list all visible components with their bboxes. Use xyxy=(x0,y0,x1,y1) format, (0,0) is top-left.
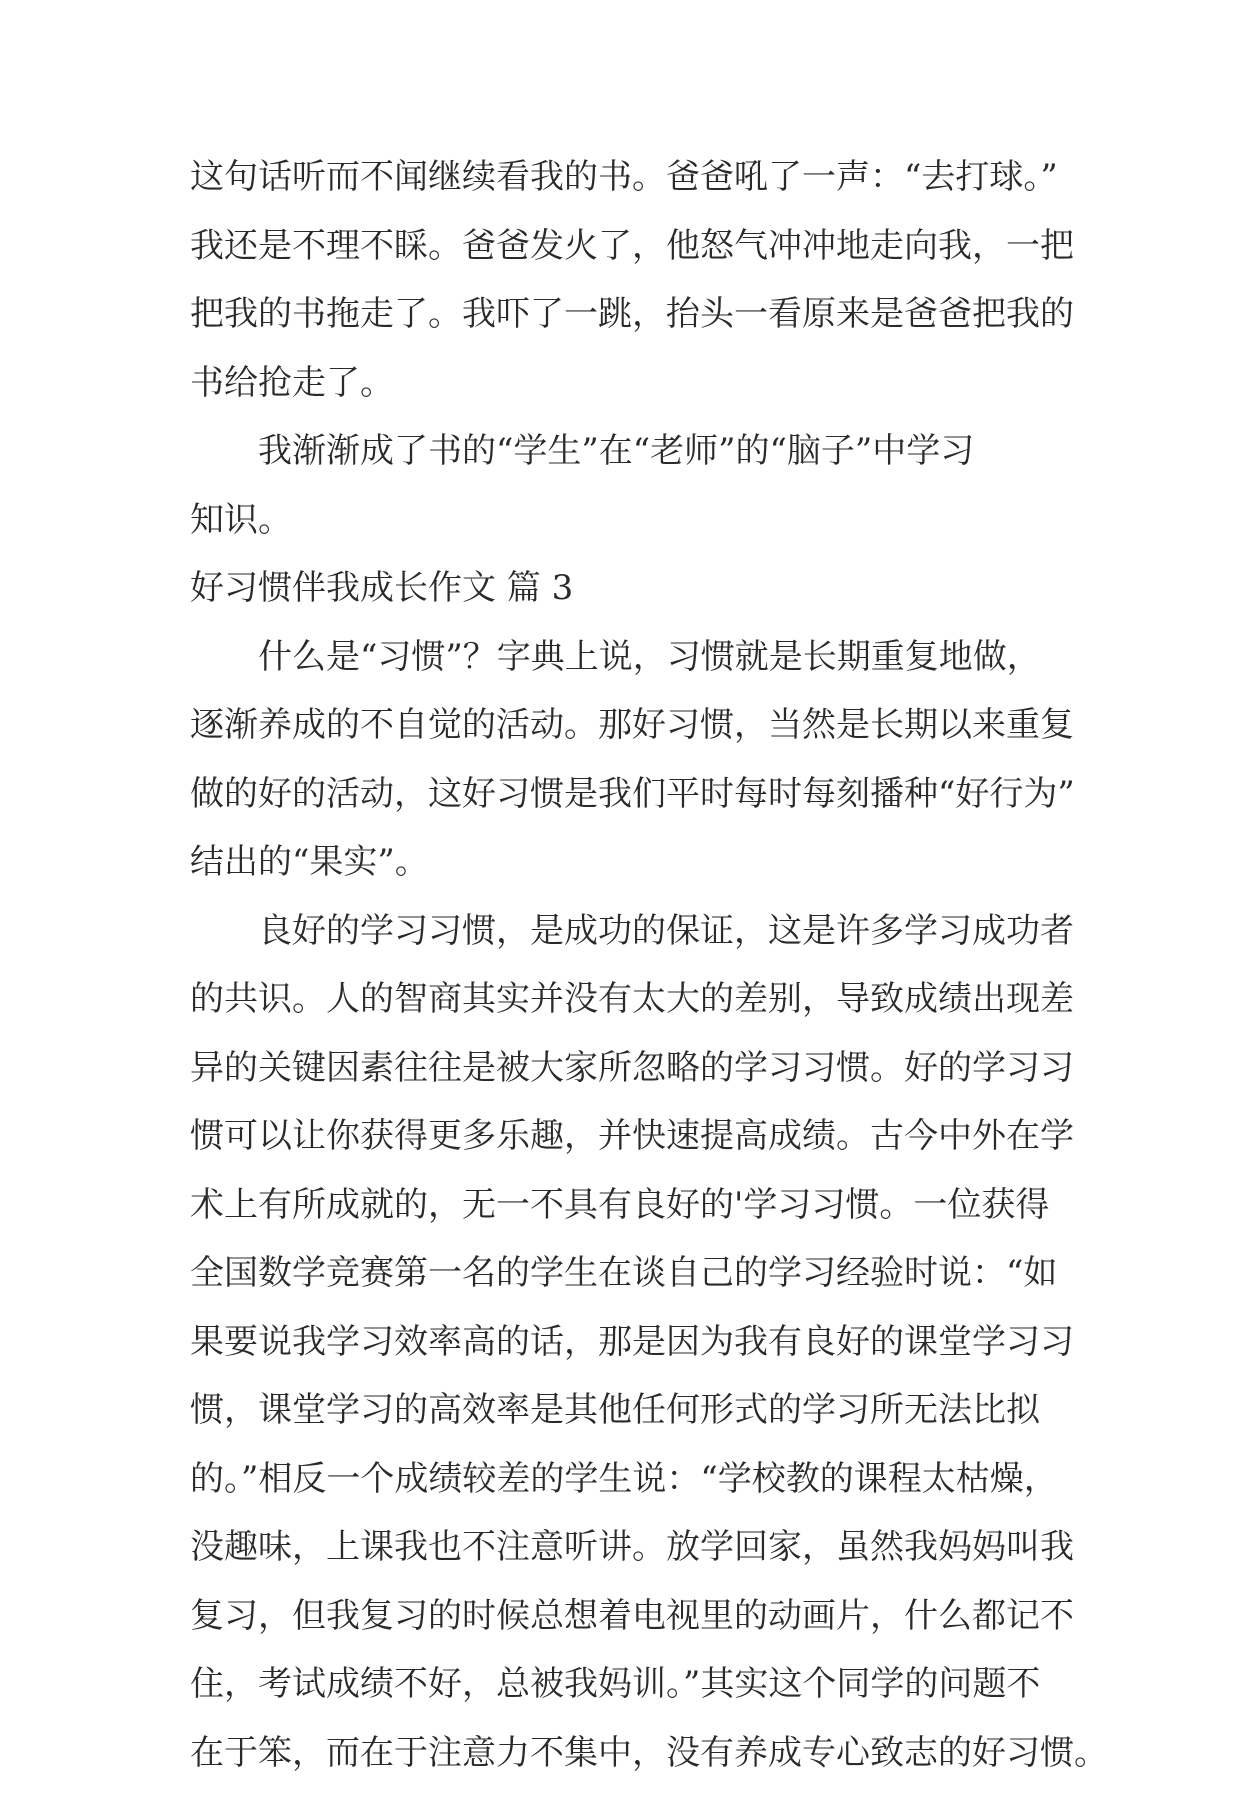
paragraph-first-line: 良好的学习习惯，是成功的保证，这是许多学习成功者 xyxy=(258,910,1074,951)
text-line: 的。”相反一个成绩较差的学生说：“学校教的课程太枯燥， xyxy=(190,1458,1058,1499)
paragraph-first-line: 什么是“习惯”？字典上说，习惯就是长期重复地做， xyxy=(258,636,1041,677)
text-line: 全国数学竞赛第一名的学生在谈自己的学习经验时说：“如 xyxy=(190,1253,1058,1293)
text-line: 在于笨，而在于注意力不集中，没有养成专心致志的好习惯。 xyxy=(190,1732,1108,1773)
text-line: 术上有所成就的，无一不具有良好的'学习习惯。一位获得 xyxy=(190,1184,1050,1225)
text-line: 书给抢走了。 xyxy=(190,362,394,403)
section-heading: 好习惯伴我成长作文 篇 3 xyxy=(190,568,574,608)
text-line: 复习，但我复习的时候总想着电视里的动画片，什么都记不 xyxy=(190,1595,1074,1636)
text-line: 把我的书拖走了。我吓了一跳，抬头一看原来是爸爸把我的 xyxy=(190,294,1074,334)
text-line: 没趣味，上课我也不注意听讲。放学回家，虽然我妈妈叫我 xyxy=(190,1527,1074,1567)
text-line: 这句话听而不闻继续看我的书。爸爸吼了一声：“去打球。” xyxy=(190,157,1058,197)
text-line: 逐渐养成的不自觉的活动。那好习惯，当然是长期以来重复 xyxy=(190,705,1074,745)
paragraph-first-line: 我渐渐成了书的“学生”在“老师”的“脑子”中学习 xyxy=(258,431,975,471)
text-line: 我还是不理不睬。爸爸发火了，他怒气冲冲地走向我，一把 xyxy=(190,225,1074,266)
text-line: 果要说我学习效率高的话，那是因为我有良好的课堂学习习 xyxy=(190,1321,1074,1362)
text-line: 惯，课堂学习的高效率是其他任何形式的学习所无法比拟 xyxy=(190,1390,1040,1430)
text-line: 的共识。人的智商其实并没有太大的差别，导致成绩出现差 xyxy=(190,979,1074,1019)
text-line: 住，考试成绩不好，总被我妈训。”其实这个同学的问题不 xyxy=(190,1664,1041,1704)
text-line: 惯可以让你获得更多乐趣，并快速提高成绩。古今中外在学 xyxy=(190,1116,1074,1156)
text-line: 异的关键因素往往是被大家所忽略的学习习惯。好的学习习 xyxy=(190,1047,1074,1088)
text-line: 知识。 xyxy=(190,499,292,540)
text-line: 做的好的活动，这好习惯是我们平时每时每刻播种“好行为” xyxy=(190,773,1075,814)
text-line: 结出的“果实”。 xyxy=(190,842,429,882)
document-body xyxy=(190,157,1108,1804)
